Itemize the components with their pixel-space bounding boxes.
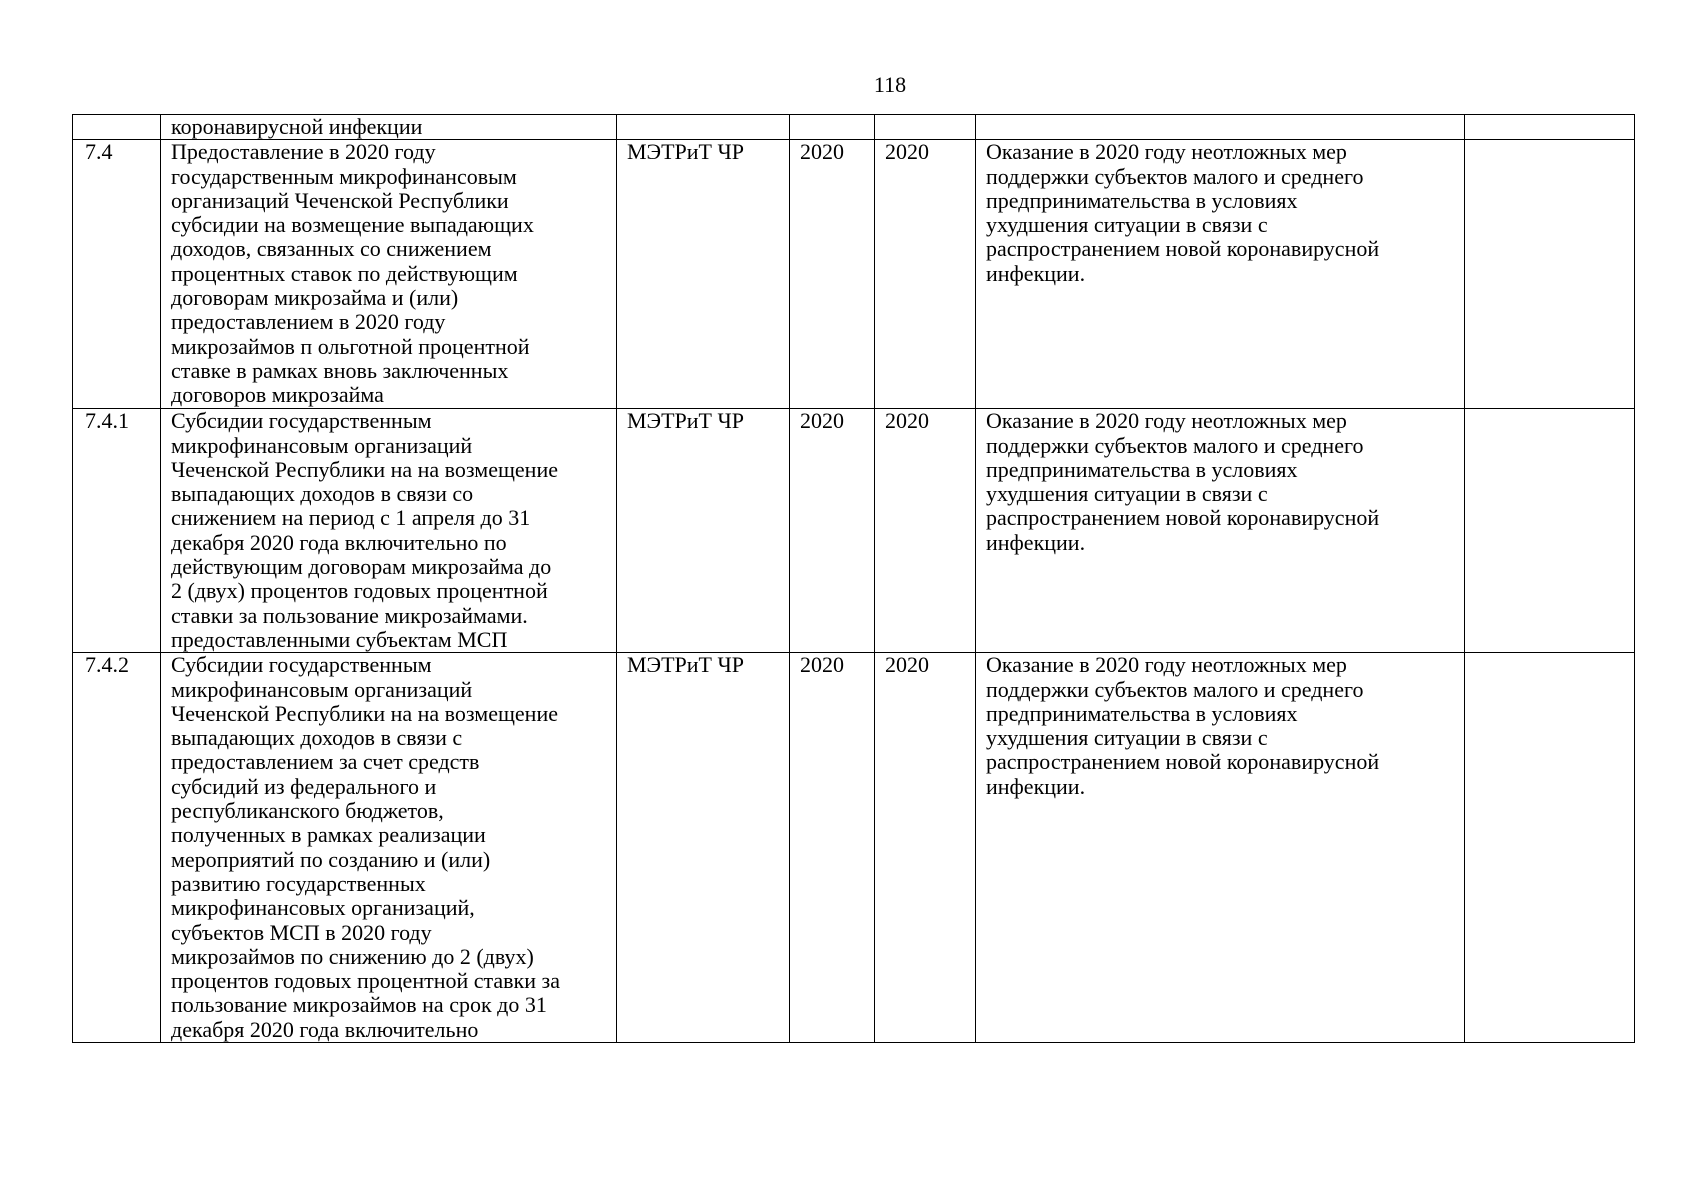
expected-result-cell: Оказание в 2020 году неотложных мер поддержки субъектов малого и среднего предпринимательства в условиях ухудшения ситуации в связи с распространением новой коронавирусной инфекции. — [976, 140, 1465, 409]
note-cell — [1465, 653, 1635, 1043]
expected-result-cell: Оказание в 2020 году неотложных мер поддержки субъектов малого и среднего предпринимательства в условиях ухудшения ситуации в связи с распространением новой коронавирусной инфекции. — [976, 409, 1465, 653]
note-cell — [1465, 115, 1635, 140]
page-number: 118 — [873, 72, 907, 97]
executor-cell: МЭТРиТ ЧР — [617, 653, 790, 1043]
expected-result-cell: Оказание в 2020 году неотложных мер поддержки субъектов малого и среднего предпринимательства в условиях ухудшения ситуации в связи с распространением новой коронавирусной инфекции. — [976, 653, 1465, 1043]
start-year-cell: 2020 — [790, 140, 875, 409]
item-number-cell: 7.4.1 — [73, 409, 161, 653]
measure-cell: коронавирусной инфекции — [161, 115, 617, 140]
table-row — [73, 653, 1635, 1043]
end-year-cell: 2020 — [875, 140, 976, 409]
measure-cell: Субсидии государственным микрофинансовым организаций Чеченской Республики на на возмещение выпадающих доходов в связи с предоставлением за счет средств субсидий из федерального и республиканского бюджетов, полученных в рамках реализации мероприятий по созданию и (или) развитию государственных микрофинансовых организаций, субъектов МСП в 2020 году микрозаймов по снижению до 2 (двух) процентов годовых процентной ставки за пользование микрозаймов на срок до 31 декабря 2020 года включительно — [161, 653, 617, 1043]
end-year-cell: 2020 — [875, 653, 976, 1043]
executor-cell: МЭТРиТ ЧР — [617, 140, 790, 409]
note-cell — [1465, 409, 1635, 653]
end-year-cell: 2020 — [875, 409, 976, 653]
note-cell — [1465, 140, 1635, 409]
item-number-cell: 7.4 — [73, 140, 161, 409]
measure-cell: Предоставление в 2020 году государственным микрофинансовым организаций Чеченской Республики субсидии на возмещение выпадающих доходов, связанных со снижением процентных ставок по действующим договорам микрозайма и (или) предоставлением в 2020 году микрозаймов п ольготной процентной ставке в рамках вновь заключенных договоров микрозайма — [161, 140, 617, 409]
end-year-cell — [875, 115, 976, 140]
start-year-cell: 2020 — [790, 653, 875, 1043]
measures-table — [72, 114, 1635, 1043]
item-number-cell — [73, 115, 161, 140]
table-row — [73, 115, 1635, 140]
expected-result-cell — [976, 115, 1465, 140]
executor-cell: МЭТРиТ ЧР — [617, 409, 790, 653]
item-number-cell: 7.4.2 — [73, 653, 161, 1043]
start-year-cell — [790, 115, 875, 140]
executor-cell — [617, 115, 790, 140]
measure-cell: Субсидии государственным микрофинансовым организаций Чеченской Республики на на возмещение выпадающих доходов в связи со снижением на период с 1 апреля до 31 декабря 2020 года включительно по действующим договорам микрозайма до 2 (двух) процентов годовых процентной ставки за пользование микрозаймами. предоставленными субъектам МСП — [161, 409, 617, 653]
table-row — [73, 140, 1635, 409]
start-year-cell: 2020 — [790, 409, 875, 653]
table-row — [73, 409, 1635, 653]
